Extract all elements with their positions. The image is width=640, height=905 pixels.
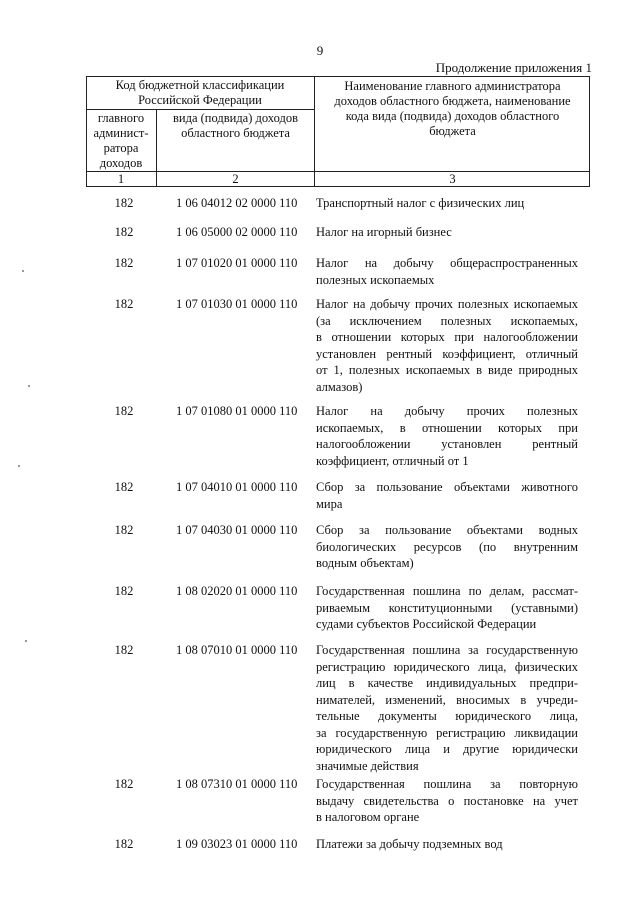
scan-speck xyxy=(25,640,27,642)
admin-code: 182 xyxy=(114,256,134,270)
income-name xyxy=(316,296,578,395)
income-code: 1 08 07010 01 0000 110 xyxy=(176,643,298,657)
income-name-line: в отношении которых при налогообложении xyxy=(316,330,578,344)
income-name xyxy=(316,583,578,633)
income-name-line: значимые действия xyxy=(316,758,419,773)
income-name xyxy=(316,836,578,853)
income-name-line: Государственная пошлина за государственную xyxy=(316,643,578,657)
income-name-line: от 1, полезных ископаемых в виде природных xyxy=(316,363,578,377)
scan-speck xyxy=(18,465,20,467)
income-name-line: лиц в качестве индивидуальных предпри- xyxy=(316,676,578,690)
header-code-group: Код бюджетной классификации Российской Федерации xyxy=(115,78,285,107)
income-code: 1 07 01020 01 0000 110 xyxy=(176,256,298,270)
income-name-line: Сбор за пользование объектами животного xyxy=(316,480,578,494)
admin-code: 182 xyxy=(114,480,134,494)
table-header xyxy=(86,76,590,187)
income-name-line: полезных ископаемых xyxy=(316,272,435,287)
income-name-line: в налоговом органе xyxy=(316,810,420,824)
admin-code: 182 xyxy=(114,297,134,311)
income-name-line: налогообложении установлен рентный xyxy=(316,437,578,451)
income-code: 1 06 05000 02 0000 110 xyxy=(176,225,298,239)
income-name-line: водным объектам) xyxy=(316,556,414,570)
header-num-1: 1 xyxy=(117,172,125,186)
admin-code: 182 xyxy=(114,643,134,657)
income-name-line: нимателей, изменений, вносимых в учреди- xyxy=(316,692,578,707)
continuation-label: Продолжение приложения 1 xyxy=(435,60,592,75)
income-name xyxy=(316,776,578,826)
header-col3: Наименование главного администратора доходов областного бюджета, наименование кода вида (подвида) доходов областного бюджета xyxy=(334,79,571,138)
income-name-line: Налог на добычу общераспространенных xyxy=(316,256,578,270)
header-top-rule xyxy=(86,76,590,77)
header-num-3: 3 xyxy=(449,172,456,186)
income-name xyxy=(316,642,578,774)
income-name-line: Налог на игорный бизнес xyxy=(316,225,452,239)
page-number: 9 xyxy=(316,43,324,58)
income-code: 1 07 01030 01 0000 110 xyxy=(176,297,298,311)
income-name xyxy=(316,224,578,241)
income-name xyxy=(316,195,578,212)
admin-code: 182 xyxy=(114,404,134,418)
income-name-line: ископаемых, в отношении которых при xyxy=(316,420,578,435)
income-name-line: Государственная пошлина по делам, рассмат- xyxy=(316,584,578,598)
admin-code: 182 xyxy=(114,584,134,598)
header-col1: главного админист- ратора доходов xyxy=(93,111,149,170)
income-name-line: выдачу свидетельства о постановке на учет xyxy=(316,793,578,808)
income-name-line: Государственная пошлина за повторную xyxy=(316,777,578,791)
income-code: 1 07 04030 01 0000 110 xyxy=(176,523,298,537)
income-name-line: Транспортный налог с физических лиц xyxy=(316,196,525,210)
income-name-line: Платежи за добычу подземных вод xyxy=(316,837,503,851)
admin-code: 182 xyxy=(114,837,134,851)
scan-speck xyxy=(28,385,30,387)
income-name-line: Налог на добычу прочих полезных ископаемых xyxy=(316,297,578,311)
income-name-line: установлен рентный коэффициент, отличный xyxy=(316,346,578,361)
income-name-line: алмазов) xyxy=(316,379,363,394)
income-name-line: Сбор за пользование объектами водных xyxy=(316,523,578,537)
header-num-2: 2 xyxy=(232,172,239,186)
income-name-line: мира xyxy=(316,496,343,511)
income-name-line: за государственную регистрацию ликвидации xyxy=(316,725,578,740)
admin-code: 182 xyxy=(114,225,134,239)
income-code: 1 08 07310 01 0000 110 xyxy=(176,777,298,791)
income-name xyxy=(316,255,578,288)
income-name-line: тельные документы юридического лица, xyxy=(316,709,578,723)
income-name-line: юридического лица и другие юридически xyxy=(316,742,578,756)
header-col2: вида (подвида) доходов областного бюджета xyxy=(173,111,298,140)
income-code: 1 09 03023 01 0000 110 xyxy=(176,837,298,851)
admin-code: 182 xyxy=(114,523,134,537)
income-code: 1 06 04012 02 0000 110 xyxy=(176,196,298,210)
income-name-line: биологических ресурсов (по внутренним xyxy=(316,539,578,554)
income-name-line: судами субъектов Российской Федерации xyxy=(316,617,537,631)
income-name-line: Налог на добычу прочих полезных xyxy=(316,404,578,418)
header-group-rule xyxy=(86,109,314,110)
income-name xyxy=(316,479,578,512)
income-code: 1 07 04010 01 0000 110 xyxy=(176,480,298,494)
income-code: 1 07 01080 01 0000 110 xyxy=(176,404,298,418)
income-code: 1 08 02020 01 0000 110 xyxy=(176,584,298,598)
admin-code: 182 xyxy=(114,777,134,791)
income-name-line: (за исключением полезных ископаемых, xyxy=(316,313,578,328)
income-name xyxy=(316,403,578,469)
income-name xyxy=(316,522,578,572)
scan-speck xyxy=(22,270,24,272)
income-name-line: регистрацию юридического лица, физических xyxy=(316,659,578,674)
income-name-line: коэффициент, отличный от 1 xyxy=(316,453,469,468)
income-name-line: риваемым конституционными (уставными) xyxy=(316,600,578,615)
admin-code: 182 xyxy=(114,196,134,210)
